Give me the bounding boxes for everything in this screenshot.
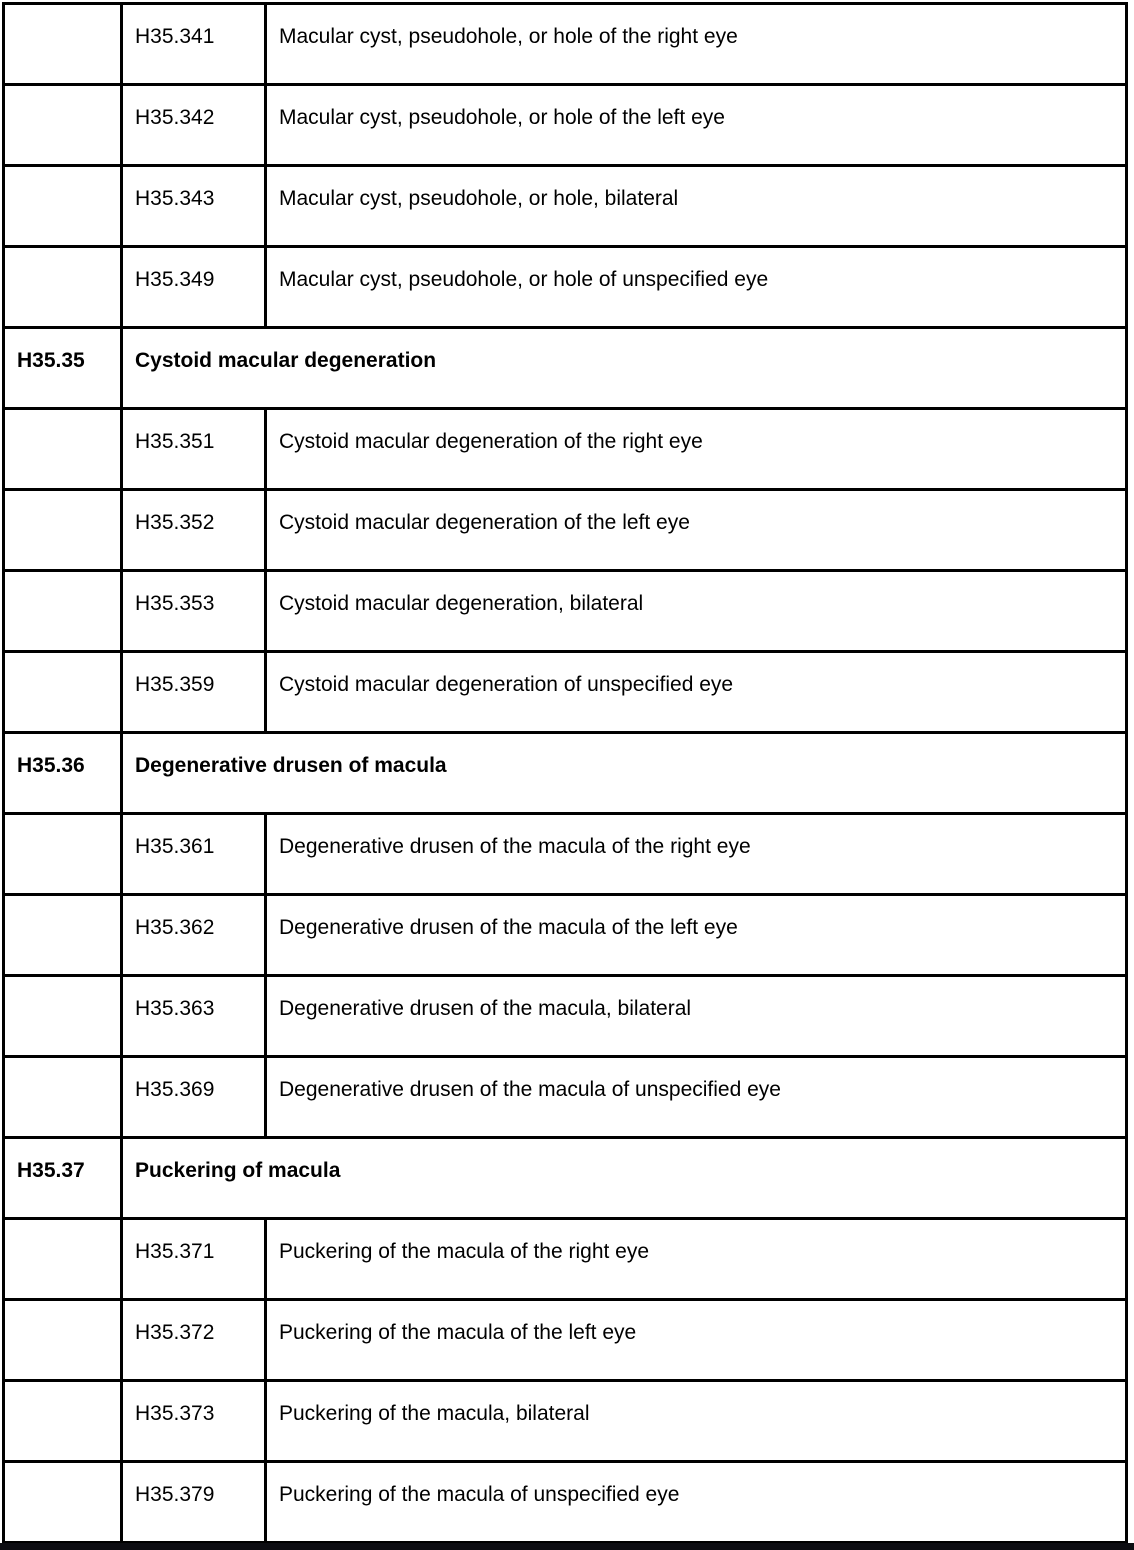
category-empty-cell [4,85,122,166]
description-cell: Macular cyst, pseudohole, or hole, bilateral [266,166,1127,247]
category-empty-cell [4,1057,122,1138]
code-row [4,571,1127,652]
icd-code-table-body [4,4,1127,1543]
code-row [4,247,1127,328]
code-cell: H35.352 [122,490,266,571]
code-row [4,4,1127,85]
code-cell: H35.359 [122,652,266,733]
code-cell: H35.353 [122,571,266,652]
category-empty-cell [4,571,122,652]
category-empty-cell [4,895,122,976]
description-cell: Cystoid macular degeneration of the left eye [266,490,1127,571]
code-row [4,814,1127,895]
description-cell: Cystoid macular degeneration of the right eye [266,409,1127,490]
code-cell: H35.369 [122,1057,266,1138]
section-title-cell: Degenerative drusen of macula [122,733,1127,814]
code-row [4,1300,1127,1381]
section-code-cell: H35.37 [4,1138,122,1219]
page-bottom-border [0,1543,1134,1550]
section-header-row [4,733,1127,814]
category-empty-cell [4,409,122,490]
section-code-cell: H35.36 [4,733,122,814]
description-cell: Degenerative drusen of the macula, bilateral [266,976,1127,1057]
description-cell: Degenerative drusen of the macula of the right eye [266,814,1127,895]
category-empty-cell [4,1219,122,1300]
section-title-cell: Cystoid macular degeneration [122,328,1127,409]
section-title-cell: Puckering of macula [122,1138,1127,1219]
icd-code-table [2,2,1128,1544]
code-row [4,652,1127,733]
code-cell: H35.349 [122,247,266,328]
description-cell: Cystoid macular degeneration of unspecified eye [266,652,1127,733]
section-header-row [4,328,1127,409]
code-row [4,166,1127,247]
category-empty-cell [4,1381,122,1462]
code-cell: H35.371 [122,1219,266,1300]
description-cell: Degenerative drusen of the macula of the left eye [266,895,1127,976]
category-empty-cell [4,4,122,85]
code-row [4,85,1127,166]
description-cell: Puckering of the macula of the left eye [266,1300,1127,1381]
section-header-row [4,1138,1127,1219]
description-cell: Puckering of the macula of the right eye [266,1219,1127,1300]
category-empty-cell [4,166,122,247]
code-cell: H35.351 [122,409,266,490]
code-cell: H35.361 [122,814,266,895]
description-cell: Degenerative drusen of the macula of unspecified eye [266,1057,1127,1138]
code-cell: H35.343 [122,166,266,247]
code-cell: H35.363 [122,976,266,1057]
description-cell: Cystoid macular degeneration, bilateral [266,571,1127,652]
code-cell: H35.362 [122,895,266,976]
code-row [4,1219,1127,1300]
description-cell: Macular cyst, pseudohole, or hole of the right eye [266,4,1127,85]
code-cell: H35.373 [122,1381,266,1462]
code-cell: H35.372 [122,1300,266,1381]
code-row [4,976,1127,1057]
category-empty-cell [4,1300,122,1381]
category-empty-cell [4,814,122,895]
category-empty-cell [4,652,122,733]
code-cell: H35.342 [122,85,266,166]
code-cell: H35.379 [122,1462,266,1543]
category-empty-cell [4,976,122,1057]
category-empty-cell [4,247,122,328]
description-cell: Puckering of the macula, bilateral [266,1381,1127,1462]
code-cell: H35.341 [122,4,266,85]
code-row [4,490,1127,571]
category-empty-cell [4,490,122,571]
description-cell: Macular cyst, pseudohole, or hole of unspecified eye [266,247,1127,328]
code-row [4,1381,1127,1462]
code-row [4,409,1127,490]
section-code-cell: H35.35 [4,328,122,409]
code-row [4,1057,1127,1138]
code-row [4,895,1127,976]
category-empty-cell [4,1462,122,1543]
code-row [4,1462,1127,1543]
description-cell: Puckering of the macula of unspecified eye [266,1462,1127,1543]
description-cell: Macular cyst, pseudohole, or hole of the left eye [266,85,1127,166]
